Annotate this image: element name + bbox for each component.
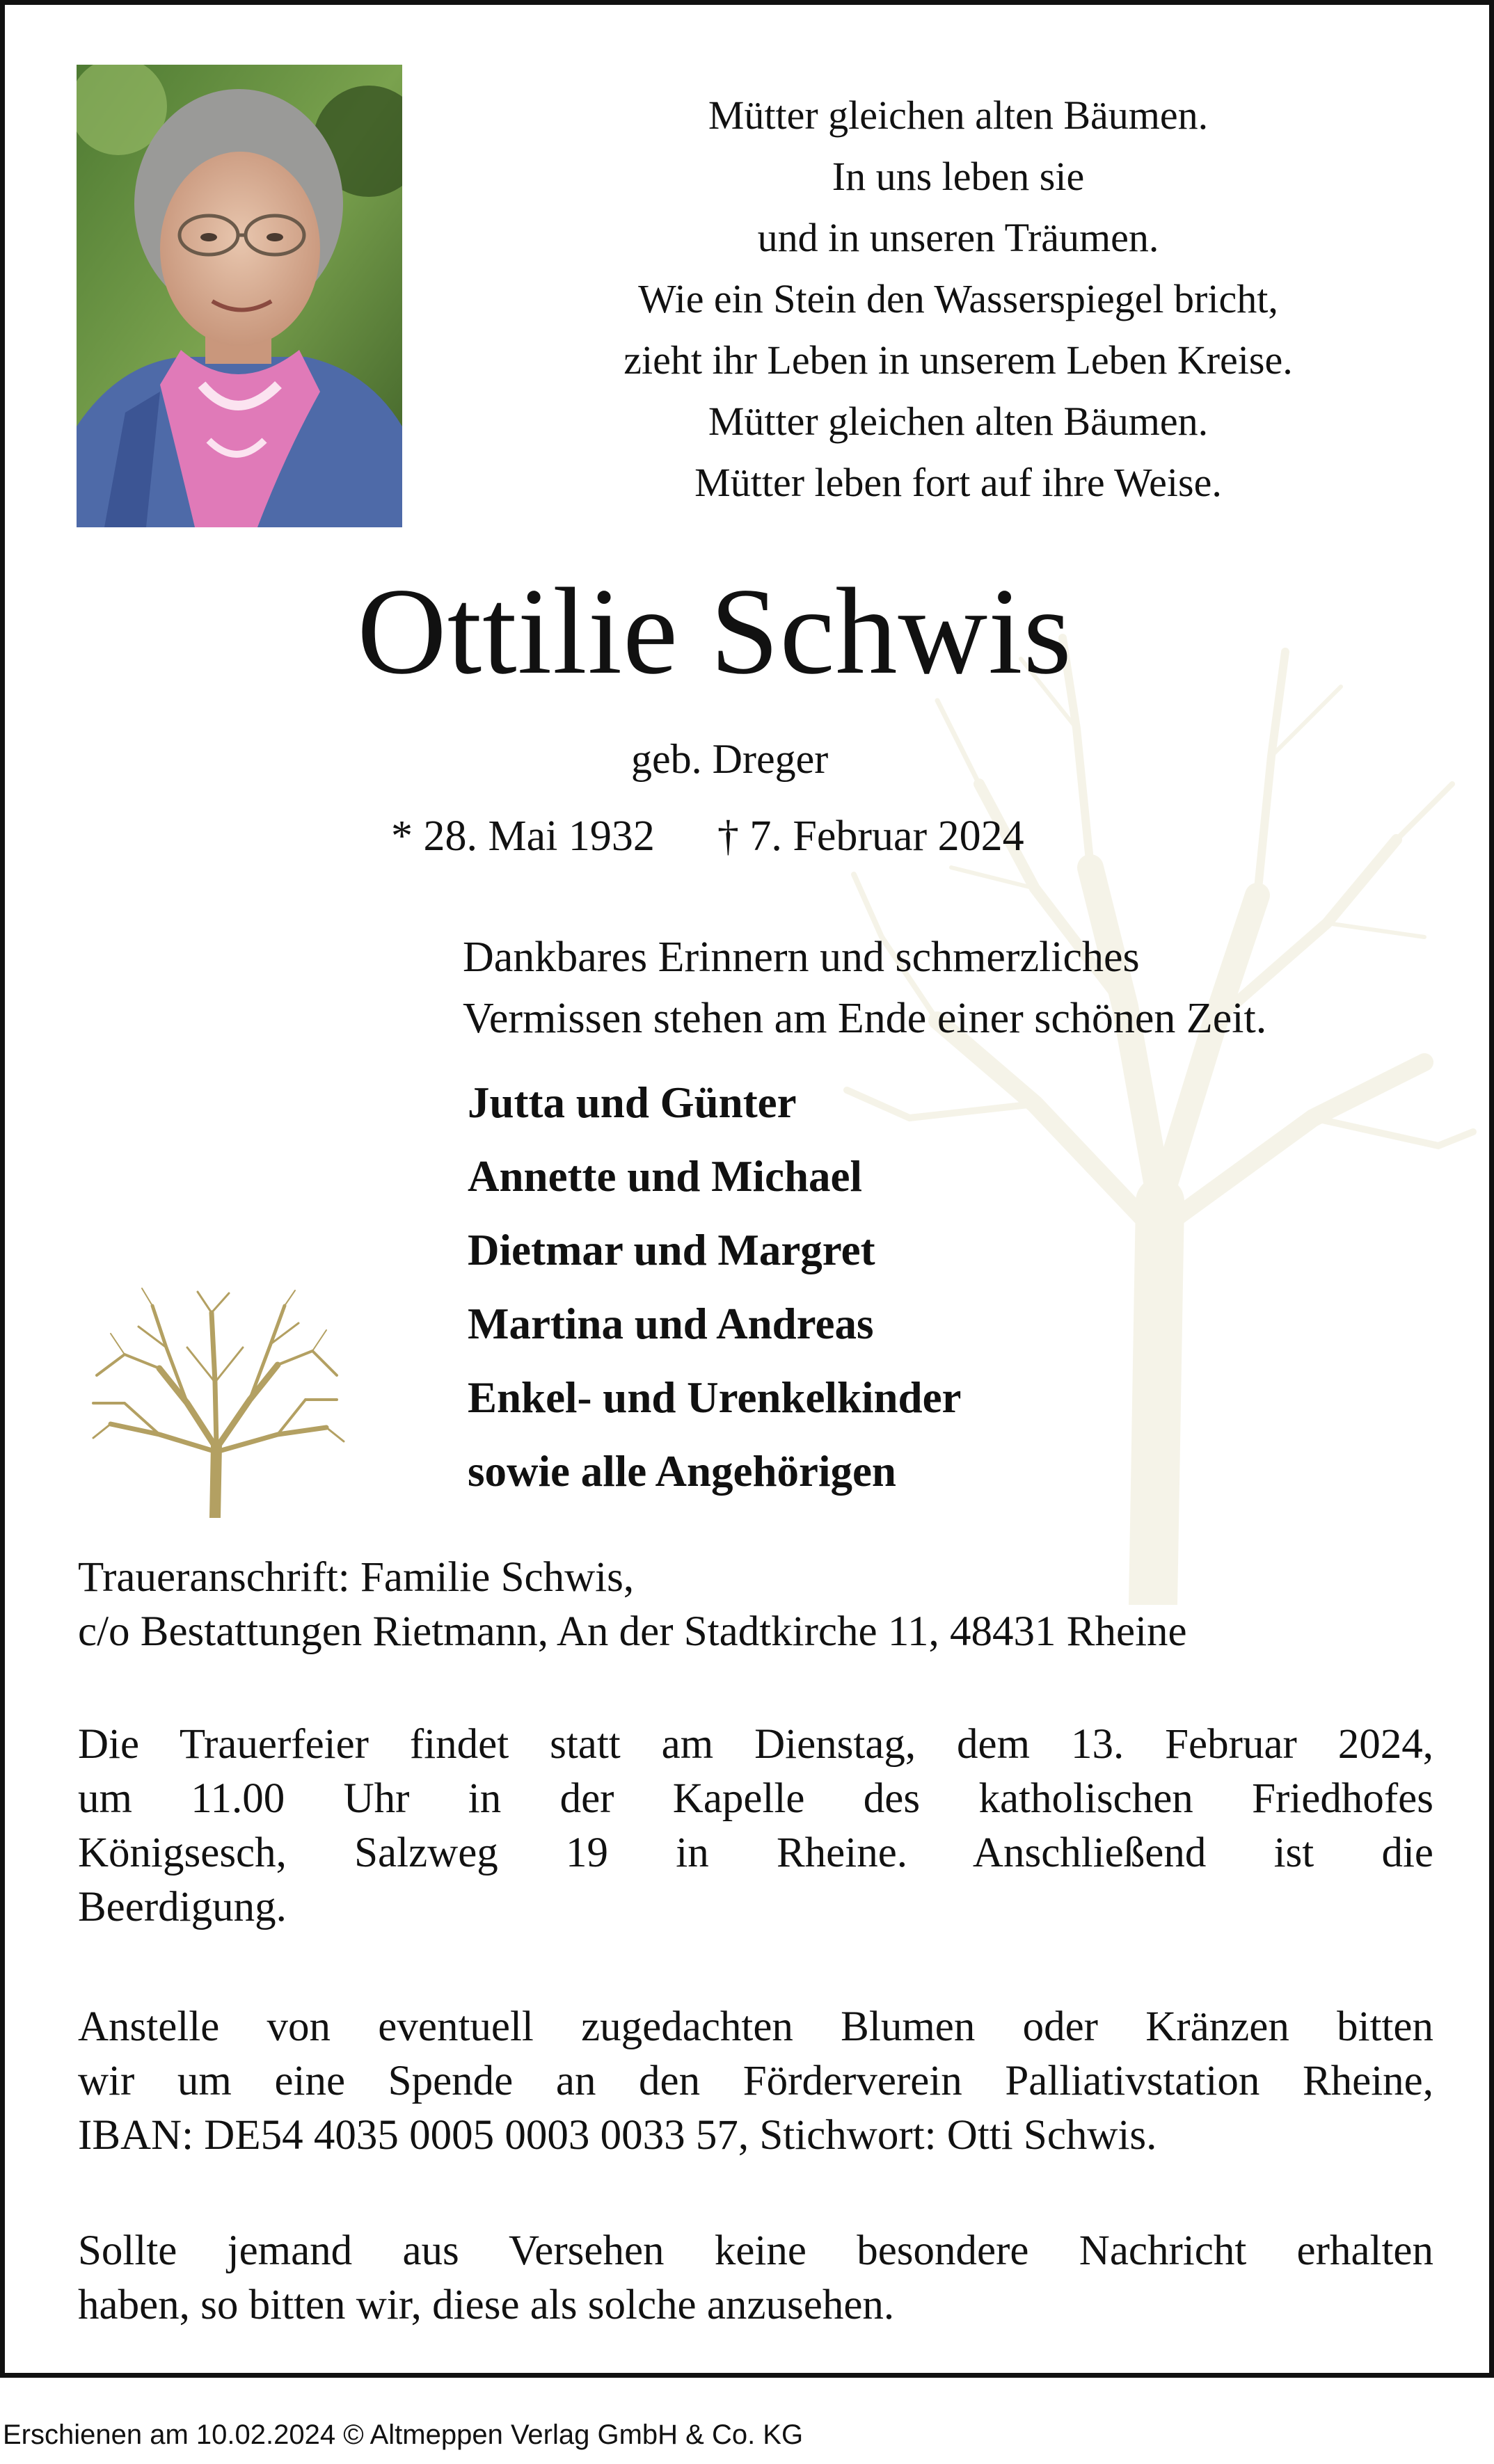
notice-paragraph xyxy=(78,2224,1433,2333)
ceremony-line: Die Trauerfeier findet statt am Dienstag, dem 13. Februar 2024, xyxy=(78,1721,1433,1768)
mourner-item: Jutta und Günter xyxy=(468,1078,797,1127)
mourners-list xyxy=(468,1066,962,1508)
mourning-address xyxy=(78,1551,1433,1659)
death-date: † 7. Februar 2024 xyxy=(717,813,1024,860)
portrait-photo xyxy=(77,65,402,527)
donation-paragraph xyxy=(78,2000,1433,2163)
maiden-name: geb. Dreger xyxy=(631,736,829,782)
poem-line: zieht ihr Leben in unserem Leben Kreise. xyxy=(623,337,1293,383)
donation-line: IBAN: DE54 4035 0005 0003 0033 57, Stichwort: Otti Schwis. xyxy=(78,2112,1157,2159)
address-line: Traueranschrift: Familie Schwis, xyxy=(78,1554,635,1601)
notice-line: haben, so bitten wir, diese als solche anzusehen. xyxy=(78,2282,895,2328)
poem-line: Mütter leben fort auf ihre Weise. xyxy=(694,460,1222,505)
publication-footer: Erschienen am 10.02.2024 © Altmeppen Verlag GmbH & Co. KG xyxy=(3,2419,804,2450)
mourner-item: Annette und Michael xyxy=(468,1152,862,1201)
life-dates xyxy=(391,812,1024,861)
mourner-item: Enkel- und Urenkelkinder xyxy=(468,1373,962,1422)
birth-date: * 28. Mai 1932 xyxy=(391,813,655,860)
donation-line: Anstelle von eventuell zugedachten Blumen oder Kränzen bitten xyxy=(78,2003,1433,2050)
gratitude-text xyxy=(463,927,1266,1049)
ceremony-line: Beerdigung. xyxy=(78,1884,287,1930)
poem xyxy=(478,85,1438,513)
poem-line: Wie ein Stein den Wasserspiegel bricht, xyxy=(638,276,1278,321)
gratitude-line: Dankbares Erinnern und schmerzliches xyxy=(463,934,1140,981)
poem-line: Mütter gleichen alten Bäumen. xyxy=(708,399,1209,444)
deceased-name: Ottilie Schwis xyxy=(357,562,1072,700)
poem-line: In uns leben sie xyxy=(832,154,1085,199)
donation-line: wir um eine Spende an den Förderverein Palliativstation Rheine, xyxy=(78,2058,1433,2104)
poem-line: und in unseren Träumen. xyxy=(757,215,1159,260)
mourner-item: sowie alle Angehörigen xyxy=(468,1447,896,1496)
mourner-item: Dietmar und Margret xyxy=(468,1226,875,1274)
ceremony-line: um 11.00 Uhr in der Kapelle des katholischen Friedhofes xyxy=(78,1775,1433,1822)
notice-line: Sollte jemand aus Versehen keine besondere Nachricht erhalten xyxy=(78,2227,1433,2274)
mourner-item: Martina und Andreas xyxy=(468,1299,874,1348)
tree-icon xyxy=(83,1285,347,1518)
gratitude-line: Vermissen stehen am Ende einer schönen Zeit. xyxy=(463,995,1267,1042)
address-line: c/o Bestattungen Rietmann, An der Stadtkirche 11, 48431 Rheine xyxy=(78,1608,1187,1655)
poem-line: Mütter gleichen alten Bäumen. xyxy=(708,93,1209,138)
ceremony-paragraph xyxy=(78,1718,1433,1935)
ceremony-line: Königsesch, Salzweg 19 in Rheine. Anschließend ist die xyxy=(78,1830,1433,1876)
